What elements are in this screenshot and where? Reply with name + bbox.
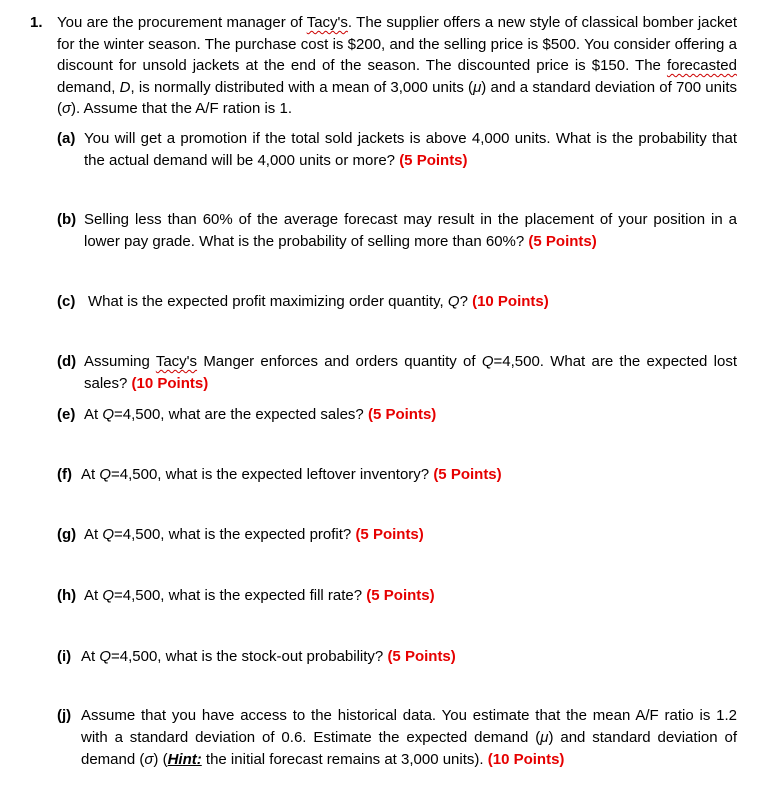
part-g: [57, 524, 737, 546]
forecasted-word: forecasted: [666, 57, 737, 75]
part-text: You will get a promotion if the total sold jackets is above 4,000 units. What is the probability that the actual demand will be 4,000 units or more?: [84, 130, 737, 169]
q-symbol: Q: [102, 587, 115, 604]
part-f: [57, 464, 737, 486]
part-a: [57, 128, 737, 172]
points-badge: (10 Points): [487, 751, 565, 768]
part-text: =4,500, what is the stock-out probability?: [111, 648, 384, 665]
part-label: (a): [57, 130, 76, 147]
question-number: 1.: [30, 14, 43, 31]
part-label: (h): [57, 587, 77, 604]
points-badge: (10 Points): [472, 293, 549, 310]
sigma-symbol: σ: [144, 751, 154, 768]
part-text: At: [84, 587, 103, 604]
part-j: [57, 705, 737, 771]
part-text: At: [84, 406, 103, 423]
part-label: (b): [57, 211, 77, 228]
part-text: =4,500. What are the expected lost sales?: [84, 353, 737, 392]
mu-symbol: μ: [473, 78, 482, 96]
question-intro: [57, 12, 737, 120]
part-label: (e): [57, 406, 76, 423]
part-text: ) (: [153, 751, 168, 768]
part-label: (c): [57, 293, 76, 310]
part-h: [57, 585, 737, 607]
part-text: ) and standard deviation of demand (: [81, 729, 737, 768]
part-text: Assuming: [84, 353, 156, 370]
part-text: =4,500, what are the expected sales?: [114, 406, 364, 423]
demand-symbol: D: [119, 78, 131, 96]
part-label: (g): [57, 526, 77, 543]
part-i: [57, 646, 737, 668]
q-symbol: Q: [99, 466, 112, 483]
q-symbol: Q: [99, 648, 112, 665]
points-badge: (5 Points): [387, 648, 456, 665]
q-symbol: Q: [102, 526, 115, 543]
part-label: (f): [57, 466, 72, 483]
points-badge: (5 Points): [399, 152, 468, 169]
q-symbol: Q: [102, 406, 115, 423]
company-name: Tacy's: [306, 14, 348, 31]
company-name: Tacy's: [155, 353, 198, 370]
part-text: At: [84, 526, 103, 543]
part-text: Selling less than 60% of the average forecast may result in the placement of your position in a lower pay grade. What is the probability of selling more than 60%?: [84, 211, 737, 250]
intro-text: , is normally distributed with a mean of 3,000 units (: [130, 78, 474, 96]
part-text: =4,500, what is the expected profit?: [114, 526, 352, 543]
part-text: At: [81, 648, 100, 665]
hint-label: Hint:: [167, 751, 202, 768]
mu-symbol: μ: [540, 729, 549, 746]
part-d: [57, 351, 737, 395]
part-label: (j): [57, 707, 72, 724]
intro-text: ). Assume that the A/F ration is 1.: [71, 100, 292, 118]
points-badge: (10 Points): [131, 375, 209, 392]
part-text: At: [81, 466, 100, 483]
intro-text: . The supplier offers a new style of classical bomber jacket for the winter season. The purchase cost is $200, and the selling price is $500. You consider offering a discount for unsold jackets at the end of the season. The discounted price is $150. The: [57, 14, 737, 75]
points-badge: (5 Points): [355, 526, 424, 543]
part-text: the initial forecast remains at 3,000 units).: [201, 751, 484, 768]
part-text: =4,500, what is the expected fill rate?: [114, 587, 363, 604]
points-badge: (5 Points): [366, 587, 435, 604]
intro-text: You are the procurement manager of: [57, 14, 307, 31]
part-b: [57, 209, 737, 253]
points-badge: (5 Points): [433, 466, 502, 483]
part-e: [57, 404, 737, 426]
part-text: What is the expected profit maximizing order quantity,: [88, 293, 448, 310]
part-text: Manger enforces and orders quantity of: [197, 353, 482, 370]
part-label: (i): [57, 648, 72, 665]
points-badge: (5 Points): [528, 233, 597, 250]
q-symbol: Q: [447, 293, 460, 310]
sigma-symbol: σ: [62, 100, 72, 118]
part-text: ?: [459, 293, 468, 310]
points-badge: (5 Points): [367, 406, 437, 423]
intro-text: ) and a standard deviation of 700 units (: [57, 78, 737, 118]
intro-text: demand,: [57, 78, 120, 96]
part-label: (d): [57, 353, 77, 370]
q-symbol: Q: [481, 353, 494, 370]
part-text: Assume that you have access to the historical data. You estimate that the mean A/F ratio is 1.2 with a standard deviation of 0.6. Estimate the expected demand (: [81, 707, 737, 746]
part-c: [57, 291, 737, 313]
part-text: =4,500, what is the expected leftover inventory?: [111, 466, 430, 483]
